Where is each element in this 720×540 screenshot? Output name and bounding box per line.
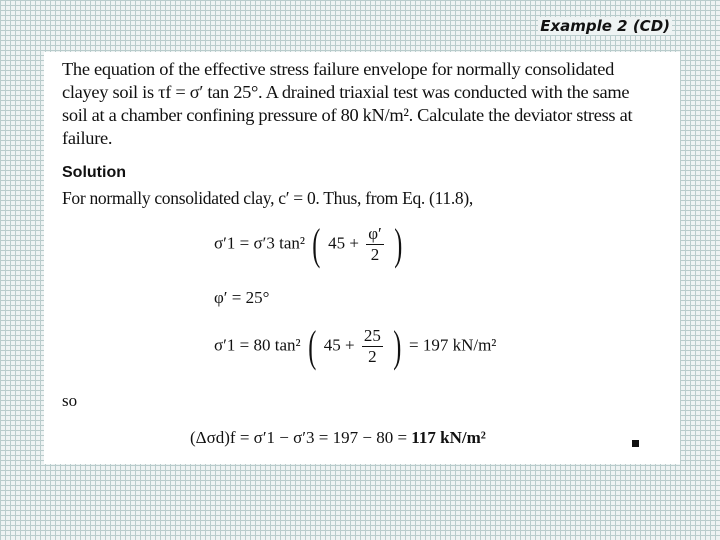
problem-line-1: The equation of the effective stress failure envelope for normally consolidated <box>62 59 614 79</box>
equation-3-inner: 45 + <box>323 335 355 355</box>
equation-3-rhs: = 197 kN/m² <box>409 335 497 355</box>
solution-intro: For normally consolidated clay, c′ = 0. Thus, from Eq. (11.8), <box>62 188 473 208</box>
equation-4-lhs: (Δσd)f = σ′1 − σ′3 = 197 − 80 = <box>190 428 408 447</box>
content-panel <box>44 52 680 464</box>
equation-3-lhs: σ′1 = 80 tan² <box>214 335 301 355</box>
equation-3-fraction <box>362 326 383 367</box>
equation-1-fraction <box>366 224 384 265</box>
problem-line-2: clayey soil is τf = σ′ tan 25°. A drained triaxial test was conducted with the same <box>62 82 630 102</box>
solution-heading: Solution <box>62 164 126 181</box>
equation-2: φ′ = 25° <box>214 288 270 307</box>
equation-3-denominator: 2 <box>368 347 377 366</box>
equation-3: σ′1 = 80 tan² ( 45 + $\frac{25}{2}$ ) = 197 kN/m² <box>214 321 497 371</box>
problem-line-3: soil at a chamber confining pressure of 80 kN/m². Calculate the deviator stress at <box>62 105 633 125</box>
equation-1: σ′1 = σ′3 tan² ( 45 + $\frac{\varphi'}{2}$ ) <box>214 219 403 269</box>
equation-1-numerator: φ′ <box>368 224 382 243</box>
equation-1-inner: 45 + <box>328 233 359 253</box>
equation-1-denominator: 2 <box>370 245 380 264</box>
equation-1-lhs: σ′1 = σ′3 tan² <box>214 233 305 253</box>
slide-title: Example 2 (CD) <box>540 17 670 35</box>
problem-line-4: failure. <box>62 128 113 148</box>
final-answer: 117 kN/m² <box>411 428 486 447</box>
problem-statement <box>62 58 662 150</box>
end-of-proof-mark <box>632 440 639 447</box>
equation-3-numerator: 25 <box>363 326 381 345</box>
equation-4 <box>190 428 486 448</box>
so-label: so <box>62 391 78 410</box>
